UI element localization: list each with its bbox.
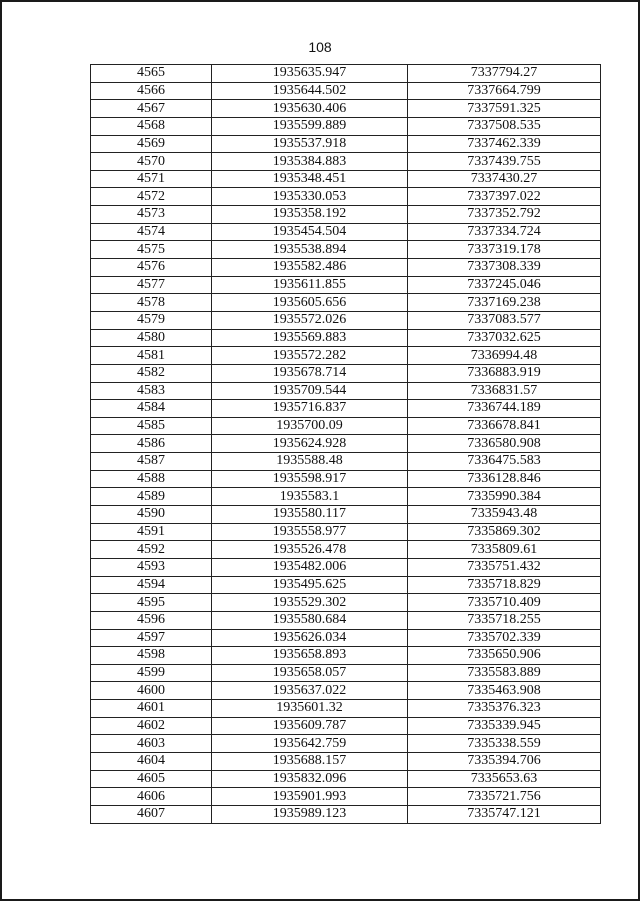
point-number-cell: 4567 xyxy=(91,100,212,118)
point-number-cell: 4603 xyxy=(91,735,212,753)
y-coordinate-cell: 7335583.889 xyxy=(408,664,601,682)
table-row xyxy=(91,523,601,541)
table-row xyxy=(91,594,601,612)
y-coordinate-cell: 7335338.559 xyxy=(408,735,601,753)
point-number-cell: 4575 xyxy=(91,241,212,259)
y-coordinate-cell: 7335702.339 xyxy=(408,629,601,647)
table-row xyxy=(91,506,601,524)
y-coordinate-cell: 7337430.27 xyxy=(408,170,601,188)
y-coordinate-cell: 7336883.919 xyxy=(408,364,601,382)
table-row xyxy=(91,700,601,718)
y-coordinate-cell: 7335721.756 xyxy=(408,788,601,806)
point-number-cell: 4569 xyxy=(91,135,212,153)
page-number: 108 xyxy=(308,39,332,55)
table-row xyxy=(91,488,601,506)
point-number-cell: 4571 xyxy=(91,170,212,188)
table-row xyxy=(91,188,601,206)
x-coordinate-cell: 1935901.993 xyxy=(212,788,408,806)
x-coordinate-cell: 1935700.09 xyxy=(212,417,408,435)
point-number-cell: 4573 xyxy=(91,206,212,224)
point-number-cell: 4604 xyxy=(91,752,212,770)
x-coordinate-cell: 1935598.917 xyxy=(212,470,408,488)
point-number-cell: 4570 xyxy=(91,153,212,171)
table-row xyxy=(91,417,601,435)
point-number-cell: 4586 xyxy=(91,435,212,453)
point-number-cell: 4596 xyxy=(91,611,212,629)
y-coordinate-cell: 7337794.27 xyxy=(408,65,601,83)
point-number-cell: 4588 xyxy=(91,470,212,488)
table-row xyxy=(91,770,601,788)
table-row xyxy=(91,576,601,594)
x-coordinate-cell: 1935384.883 xyxy=(212,153,408,171)
table-row xyxy=(91,347,601,365)
x-coordinate-cell: 1935538.894 xyxy=(212,241,408,259)
point-number-cell: 4597 xyxy=(91,629,212,647)
point-number-cell: 4574 xyxy=(91,223,212,241)
table-row xyxy=(91,206,601,224)
y-coordinate-cell: 7337083.577 xyxy=(408,311,601,329)
y-coordinate-cell: 7335943.48 xyxy=(408,506,601,524)
y-coordinate-cell: 7336744.189 xyxy=(408,400,601,418)
coordinates-table xyxy=(90,64,601,824)
x-coordinate-cell: 1935642.759 xyxy=(212,735,408,753)
point-number-cell: 4591 xyxy=(91,523,212,541)
x-coordinate-cell: 1935709.544 xyxy=(212,382,408,400)
x-coordinate-cell: 1935526.478 xyxy=(212,541,408,559)
x-coordinate-cell: 1935609.787 xyxy=(212,717,408,735)
y-coordinate-cell: 7335809.61 xyxy=(408,541,601,559)
table-row xyxy=(91,629,601,647)
x-coordinate-cell: 1935529.302 xyxy=(212,594,408,612)
table-row xyxy=(91,735,601,753)
y-coordinate-cell: 7336678.841 xyxy=(408,417,601,435)
x-coordinate-cell: 1935624.928 xyxy=(212,435,408,453)
x-coordinate-cell: 1935630.406 xyxy=(212,100,408,118)
y-coordinate-cell: 7337169.238 xyxy=(408,294,601,312)
x-coordinate-cell: 1935637.022 xyxy=(212,682,408,700)
point-number-cell: 4599 xyxy=(91,664,212,682)
table-row xyxy=(91,664,601,682)
point-number-cell: 4579 xyxy=(91,311,212,329)
y-coordinate-cell: 7335718.829 xyxy=(408,576,601,594)
table-row xyxy=(91,276,601,294)
y-coordinate-cell: 7337352.792 xyxy=(408,206,601,224)
y-coordinate-cell: 7335869.302 xyxy=(408,523,601,541)
table-row xyxy=(91,435,601,453)
x-coordinate-cell: 1935572.282 xyxy=(212,347,408,365)
point-number-cell: 4577 xyxy=(91,276,212,294)
x-coordinate-cell: 1935348.451 xyxy=(212,170,408,188)
x-coordinate-cell: 1935454.504 xyxy=(212,223,408,241)
point-number-cell: 4598 xyxy=(91,647,212,665)
table-row xyxy=(91,647,601,665)
table-row xyxy=(91,241,601,259)
y-coordinate-cell: 7336128.846 xyxy=(408,470,601,488)
table-row xyxy=(91,82,601,100)
x-coordinate-cell: 1935572.026 xyxy=(212,311,408,329)
y-coordinate-cell: 7337319.178 xyxy=(408,241,601,259)
y-coordinate-cell: 7335747.121 xyxy=(408,805,601,823)
x-coordinate-cell: 1935678.714 xyxy=(212,364,408,382)
page-border-top xyxy=(0,0,640,2)
y-coordinate-cell: 7336994.48 xyxy=(408,347,601,365)
x-coordinate-cell: 1935330.053 xyxy=(212,188,408,206)
point-number-cell: 4582 xyxy=(91,364,212,382)
point-number-cell: 4590 xyxy=(91,506,212,524)
table-row xyxy=(91,805,601,823)
point-number-cell: 4578 xyxy=(91,294,212,312)
table-row xyxy=(91,453,601,471)
y-coordinate-cell: 7337397.022 xyxy=(408,188,601,206)
point-number-cell: 4593 xyxy=(91,558,212,576)
y-coordinate-cell: 7335990.384 xyxy=(408,488,601,506)
table-row xyxy=(91,364,601,382)
table-row xyxy=(91,170,601,188)
table-row xyxy=(91,259,601,277)
x-coordinate-cell: 1935588.48 xyxy=(212,453,408,471)
y-coordinate-cell: 7337462.339 xyxy=(408,135,601,153)
point-number-cell: 4606 xyxy=(91,788,212,806)
y-coordinate-cell: 7335339.945 xyxy=(408,717,601,735)
table-row xyxy=(91,100,601,118)
x-coordinate-cell: 1935582.486 xyxy=(212,259,408,277)
point-number-cell: 4605 xyxy=(91,770,212,788)
y-coordinate-cell: 7337245.046 xyxy=(408,276,601,294)
table-row xyxy=(91,135,601,153)
y-coordinate-cell: 7335376.323 xyxy=(408,700,601,718)
point-number-cell: 4572 xyxy=(91,188,212,206)
x-coordinate-cell: 1935558.977 xyxy=(212,523,408,541)
y-coordinate-cell: 7335751.432 xyxy=(408,558,601,576)
x-coordinate-cell: 1935580.117 xyxy=(212,506,408,524)
x-coordinate-cell: 1935580.684 xyxy=(212,611,408,629)
x-coordinate-cell: 1935688.157 xyxy=(212,752,408,770)
point-number-cell: 4584 xyxy=(91,400,212,418)
point-number-cell: 4601 xyxy=(91,700,212,718)
y-coordinate-cell: 7337439.755 xyxy=(408,153,601,171)
point-number-cell: 4589 xyxy=(91,488,212,506)
page-border-left xyxy=(0,0,2,901)
point-number-cell: 4587 xyxy=(91,453,212,471)
y-coordinate-cell: 7335463.908 xyxy=(408,682,601,700)
table-row xyxy=(91,541,601,559)
point-number-cell: 4568 xyxy=(91,117,212,135)
y-coordinate-cell: 7335650.906 xyxy=(408,647,601,665)
point-number-cell: 4595 xyxy=(91,594,212,612)
table-row xyxy=(91,329,601,347)
x-coordinate-cell: 1935635.947 xyxy=(212,65,408,83)
y-coordinate-cell: 7336475.583 xyxy=(408,453,601,471)
y-coordinate-cell: 7337308.339 xyxy=(408,259,601,277)
x-coordinate-cell: 1935599.889 xyxy=(212,117,408,135)
table-row xyxy=(91,788,601,806)
table-row xyxy=(91,752,601,770)
point-number-cell: 4581 xyxy=(91,347,212,365)
x-coordinate-cell: 1935583.1 xyxy=(212,488,408,506)
table-row xyxy=(91,470,601,488)
table-row xyxy=(91,558,601,576)
point-number-cell: 4594 xyxy=(91,576,212,594)
table-row xyxy=(91,717,601,735)
y-coordinate-cell: 7337334.724 xyxy=(408,223,601,241)
x-coordinate-cell: 1935658.057 xyxy=(212,664,408,682)
table-row xyxy=(91,611,601,629)
x-coordinate-cell: 1935626.034 xyxy=(212,629,408,647)
x-coordinate-cell: 1935832.096 xyxy=(212,770,408,788)
table-row xyxy=(91,223,601,241)
y-coordinate-cell: 7336831.57 xyxy=(408,382,601,400)
x-coordinate-cell: 1935537.918 xyxy=(212,135,408,153)
table-row xyxy=(91,117,601,135)
x-coordinate-cell: 1935569.883 xyxy=(212,329,408,347)
y-coordinate-cell: 7335718.255 xyxy=(408,611,601,629)
x-coordinate-cell: 1935358.192 xyxy=(212,206,408,224)
y-coordinate-cell: 7337508.535 xyxy=(408,117,601,135)
coordinates-table-body xyxy=(91,65,601,824)
table-row xyxy=(91,153,601,171)
x-coordinate-cell: 1935658.893 xyxy=(212,647,408,665)
x-coordinate-cell: 1935716.837 xyxy=(212,400,408,418)
table-row xyxy=(91,65,601,83)
x-coordinate-cell: 1935495.625 xyxy=(212,576,408,594)
x-coordinate-cell: 1935605.656 xyxy=(212,294,408,312)
point-number-cell: 4566 xyxy=(91,82,212,100)
table-row xyxy=(91,294,601,312)
x-coordinate-cell: 1935644.502 xyxy=(212,82,408,100)
point-number-cell: 4565 xyxy=(91,65,212,83)
point-number-cell: 4602 xyxy=(91,717,212,735)
x-coordinate-cell: 1935601.32 xyxy=(212,700,408,718)
point-number-cell: 4580 xyxy=(91,329,212,347)
y-coordinate-cell: 7335710.409 xyxy=(408,594,601,612)
point-number-cell: 4583 xyxy=(91,382,212,400)
point-number-cell: 4576 xyxy=(91,259,212,277)
point-number-cell: 4600 xyxy=(91,682,212,700)
y-coordinate-cell: 7337591.325 xyxy=(408,100,601,118)
y-coordinate-cell: 7337032.625 xyxy=(408,329,601,347)
table-row xyxy=(91,682,601,700)
table-row xyxy=(91,311,601,329)
x-coordinate-cell: 1935611.855 xyxy=(212,276,408,294)
point-number-cell: 4585 xyxy=(91,417,212,435)
table-row xyxy=(91,382,601,400)
table-row xyxy=(91,400,601,418)
y-coordinate-cell: 7336580.908 xyxy=(408,435,601,453)
point-number-cell: 4592 xyxy=(91,541,212,559)
y-coordinate-cell: 7335394.706 xyxy=(408,752,601,770)
point-number-cell: 4607 xyxy=(91,805,212,823)
x-coordinate-cell: 1935989.123 xyxy=(212,805,408,823)
x-coordinate-cell: 1935482.006 xyxy=(212,558,408,576)
y-coordinate-cell: 7337664.799 xyxy=(408,82,601,100)
y-coordinate-cell: 7335653.63 xyxy=(408,770,601,788)
